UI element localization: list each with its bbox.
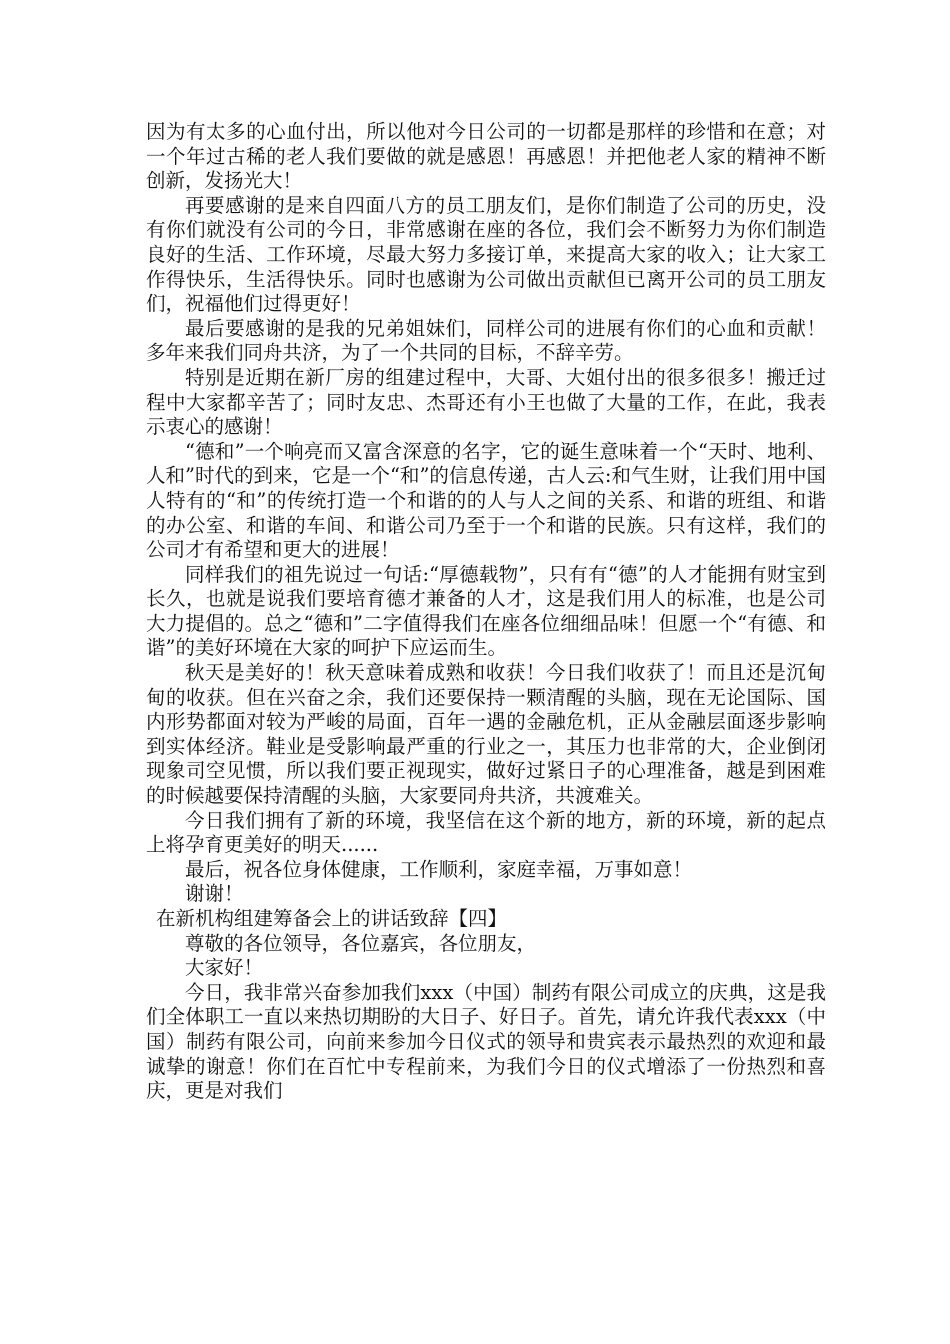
paragraph-dehe-name: “德和”一个响亮而又富含深意的名字，它的诞生意味着一个“天时、地利、人和”时代的到来，它是一个“和”的信息传递，古人云:和气生财，让我们用中国人特有的“和”的传统打造一个和谐的的人与人之间的关系、和谐的班组、和谐的办公室、和谐的车间、和谐公司乃至于一个和谐的民族。只有这样，我们的公司才有希望和更大的进展！: [146, 439, 826, 562]
paragraph-autumn: 秋天是美好的！秋天意味着成熟和收获！今日我们收获了！而且还是沉甸甸的收获。但在兴奋之余，我们还要保持一颗清醒的头脑，现在无论国际、国内形势都面对较为严峻的局面，百年一遇的金融危机，正从金融层面逐步影响到实体经济。鞋业是受影响最严重的行业之一，其压力也非常的大，企业倒闭现象司空见惯，所以我们要正视现实，做好过紧日子的心理准备，越是到困难的时候越要保持清醒的头脑，大家要同舟共济，共渡难关。: [146, 661, 826, 808]
paragraph-greeting: 大家好！: [185, 956, 264, 980]
section-heading: 在新机构组建筹备会上的讲话致辞【四】: [156, 907, 508, 930]
paragraph-thanks-siblings: 最后要感谢的是我的兄弟姐妹们，同样公司的进展有你们的心血和贡献！多年来我们同舟共济，为了一个共同的目标，不辞辛劳。: [146, 316, 826, 365]
paragraph-houde-zaiwu: 同样我们的祖先说过一句话:“厚德载物”，只有有“德”的人才能拥有财宝到长久，也就是说我们要培育德才兼备的人才，这是我们用人的标准，也是公司大力提倡的。总之“德和”二字值得我们在座各位细细品味！但愿一个“有德、和谐”的美好环境在大家的呵护下应运而生。: [146, 562, 826, 660]
paragraph-continuation: 因为有太多的心血付出，所以他对今日公司的一切都是那样的珍惜和在意；对一个年过古稀的老人我们要做的就是感恩！再感恩！并把他老人家的精神不断创新，发扬光大！: [146, 120, 826, 193]
paragraph-salutation: 尊敬的各位领导，各位嘉宾，各位朋友，: [185, 931, 537, 955]
paragraph-new-factory: 特别是近期在新厂房的组建过程中，大哥、大姐付出的很多很多！搬迁过程中大家都辛苦了；同时友忠、杰哥还有小王也做了大量的工作，在此，我表示衷心的感谢！: [146, 365, 826, 439]
paragraph-thanks-employees: 再要感谢的是来自四面八方的员工朋友们，是你们制造了公司的历史，没有你们就没有公司的今日，非常感谢在座的各位，我们会不断努力为你们制造良好的生活、工作环境，尽最大努力多接订单，来提高大家的收入；让大家工作得快乐，生活得快乐。同时也感谢为公司做出贡献但已离开公司的员工朋友们，祝福他们过得更好！: [146, 193, 826, 316]
paragraph-ceremony: 今日，我非常兴奋参加我们xxx（中国）制药有限公司成立的庆典，这是我们全体职工一直以来热切期盼的大日子、好日子。首先，请允许我代表xxx（中国）制药有限公司，向前来参加今日仪式的领导和贵宾表示最热烈的欢迎和最诚挚的谢意！你们在百忙中专程前来，为我们今日的仪式增添了一份热烈和喜庆，更是对我们: [146, 980, 826, 1103]
paragraph-wishes: 最后，祝各位身体健康，工作顺利，家庭幸福，万事如意！: [185, 857, 693, 881]
paragraph-new-environment: 今日我们拥有了新的环境，我坚信在这个新的地方，新的环境，新的起点上将孕育更美好的明天......: [146, 808, 826, 857]
document-body: [146, 120, 826, 1104]
paragraph-thank-you: 谢谢！: [185, 882, 244, 906]
